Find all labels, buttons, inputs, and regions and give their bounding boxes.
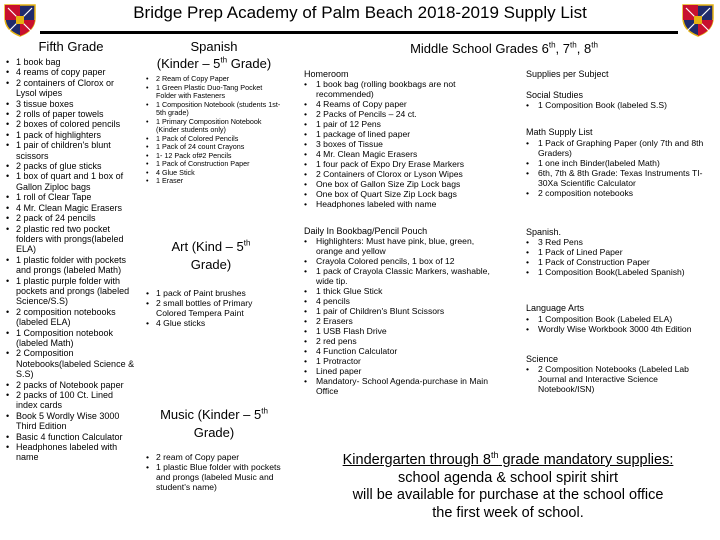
spanish-k5-item: • 1 Pack of Colored Pencils [146, 135, 282, 144]
art-item: • 2 small bottles of Primary Colored Tempera Paint [146, 298, 276, 318]
art-heading [146, 238, 276, 274]
daily-item: • Mandatory- School Agenda-purchase in Main Office [304, 376, 500, 396]
science-label: Science [526, 353, 559, 364]
art-heading-line1: Art (Kind – 5 [171, 239, 244, 254]
homeroom-section [304, 69, 504, 209]
fifth-grade-item: • 2 packs of Notebook paper [6, 380, 136, 390]
homeroom-item: • One box of Quart Size Zip Lock bags [304, 189, 504, 199]
homeroom-item: • 3 boxes of Tissue [304, 139, 504, 149]
fifth-grade-item: • 1 book bag [6, 57, 136, 67]
fifth-grade-item: • 1 box of quart and 1 box of Gallon Ziploc bags [6, 171, 136, 192]
music-heading-sup: th [261, 406, 268, 416]
music-heading-line1: Music (Kinder – 5 [160, 407, 262, 422]
middle-school-heading [290, 41, 718, 56]
daily-item: • 1 thick Glue Stick [304, 286, 500, 296]
language-arts-label: Language Arts [526, 303, 585, 313]
art-list [146, 288, 276, 328]
homeroom-item: • 1 four pack of Expo Dry Erase Markers [304, 159, 504, 169]
spanish-k5-item: • 2 Ream of Copy Paper [146, 75, 282, 84]
music-heading [146, 406, 282, 442]
language-arts-item: • 1 Composition Book (Labeled ELA) [526, 314, 714, 324]
daily-item: • Lined paper [304, 366, 500, 376]
middle-heading-sup2: th [570, 40, 577, 50]
fifth-grade-item: • 2 packs of glue sticks [6, 161, 136, 171]
fifth-grade-section [6, 38, 136, 463]
fifth-grade-item: • Book 5 Wordly Wise 3000 Third Edition [6, 411, 136, 432]
fifth-grade-item: • 1 roll of Clear Tape [6, 192, 136, 202]
middle-heading-mid2: , 8 [576, 41, 592, 56]
middle-heading-pre: Middle School Grades 6 [410, 41, 549, 56]
homeroom-item: • Headphones labeled with name [304, 199, 504, 209]
music-item: • 2 ream of Copy paper [146, 452, 282, 462]
daily-section [304, 226, 500, 396]
math-item: • 6th, 7th & 8th Grade: Texas Instruments TI-30Xa Scientific Calculator [526, 168, 714, 188]
daily-item: • 4 Function Calculator [304, 346, 500, 356]
homeroom-item: • 4 Reams of Copy paper [304, 99, 504, 109]
fifth-grade-item: • 1 pack of highlighters [6, 130, 136, 140]
daily-item: • 2 red pens [304, 336, 500, 346]
homeroom-item: • One box of Gallon Size Zip Lock bags [304, 179, 504, 189]
daily-item: • 4 pencils [304, 296, 500, 306]
spanish-heading-line2: (Kinder – 5 [156, 56, 221, 71]
daily-item: • Crayola Colored pencils, 1 box of 12 [304, 256, 500, 266]
homeroom-item: • 1 book bag (rolling bookbags are not recommended) [304, 79, 504, 99]
art-section [146, 238, 276, 328]
fifth-grade-item: • Headphones labeled with name [6, 442, 136, 463]
fifth-grade-item: • 1 plastic folder with pockets and prongs (labeled Math) [6, 255, 136, 276]
art-heading-sup: th [243, 238, 251, 248]
middle-heading-sup3: th [591, 40, 598, 50]
art-item: • 1 pack of Paint brushes [146, 288, 276, 298]
daily-item: • 1 Protractor [304, 356, 500, 366]
mandatory-line1-sup: th [490, 450, 499, 461]
fifth-grade-item: • Basic 4 function Calculator [6, 432, 136, 442]
fifth-grade-heading: Fifth Grade [38, 39, 104, 54]
science-item: • 2 Composition Notebooks (Labeled Lab Journal and Interactive Science Notebook/ISN) [526, 364, 714, 394]
homeroom-label: Homeroom [304, 69, 349, 79]
mandatory-line4: the first week of school. [432, 504, 584, 521]
math-list [526, 138, 714, 198]
math-item: • 2 composition notebooks [526, 188, 714, 198]
language-arts-list [526, 314, 714, 334]
spanish-ms-item: • 3 Red Pens [526, 237, 714, 247]
language-arts-item: • Wordly Wise Workbook 3000 4th Edition [526, 324, 714, 334]
social-studies-list [526, 100, 714, 110]
fifth-grade-item: • 4 Mr. Clean Magic Erasers [6, 203, 136, 213]
fifth-grade-list [6, 57, 136, 463]
middle-heading-sup1: th [548, 40, 556, 50]
title-underline [40, 31, 678, 34]
daily-item: • Highlighters: Must have pink, blue, green, orange and yellow [304, 236, 500, 256]
homeroom-item: • 4 Mr. Clean Magic Erasers [304, 149, 504, 159]
mandatory-line2: school agenda & school spirit shirt [397, 469, 619, 486]
mandatory-line3: will be available for purchase at the school office [352, 487, 664, 503]
spanish-k5-item: • 1 Pack of 24 count Crayons [146, 143, 282, 152]
daily-item: • 1 USB Flash Drive [304, 326, 500, 336]
art-heading-line2: Grade) [190, 257, 232, 272]
homeroom-item: • 2 Packs of Pencils – 24 ct. [304, 109, 504, 119]
music-section [146, 406, 282, 492]
spanish-ms-item: • 1 Pack of Construction Paper [526, 257, 714, 267]
daily-item: • 1 pack of Crayola Classic Markers, washable, wide tip. [304, 266, 500, 286]
fifth-grade-item: • 2 plastic red two pocket folders with prongs(labeled ELA) [6, 224, 136, 255]
school-crest-logo-left [2, 2, 38, 38]
spanish-ms-item: • 1 Pack of Lined Paper [526, 247, 714, 257]
daily-label: Daily In Bookbag/Pencil Pouch [304, 226, 428, 236]
homeroom-list [304, 79, 504, 209]
music-list [146, 452, 282, 492]
math-item: • 1 one inch Binder(labeled Math) [526, 158, 714, 168]
fifth-grade-item: • 2 containers of Clorox or Lysol wipes [6, 78, 136, 99]
spanish-ms-item: • 1 Composition Book(Labeled Spanish) [526, 267, 714, 277]
mandatory-supplies-note [296, 452, 720, 522]
fifth-grade-item: • 2 pack of 24 pencils [6, 213, 136, 223]
art-item: • 4 Glue sticks [146, 318, 276, 328]
social-studies-label: Social Studies [526, 89, 584, 100]
daily-item: • 2 Erasers [304, 316, 500, 326]
spanish-heading-end: Grade) [227, 56, 272, 71]
spanish-k5-heading [146, 38, 282, 72]
spanish-ms-list [526, 237, 714, 277]
music-item: • 1 plastic Blue folder with pockets and prongs (labeled Music and student's name) [146, 462, 282, 492]
spanish-k5-item: • 1 Composition Notebook (students 1st-5th grade) [146, 101, 282, 118]
fifth-grade-item: • 1 plastic purple folder with pockets and prongs (labeled Science/S.S) [6, 276, 136, 307]
music-heading-line2: Grade) [193, 425, 235, 440]
social-studies-item: • 1 Composition Book (labeled S.S) [526, 100, 714, 110]
homeroom-item: • 2 Containers of Clorox or Lyson Wipes [304, 169, 504, 179]
fifth-grade-item: • 1 pair of children's blunt scissors [6, 140, 136, 161]
daily-list [304, 236, 500, 396]
middle-heading-mid1: , 7 [555, 41, 571, 56]
homeroom-item: • 1 package of lined paper [304, 129, 504, 139]
page-title: Bridge Prep Academy of Palm Beach 2018-2019 Supply List [133, 3, 587, 22]
spanish-k5-section [146, 38, 282, 186]
fifth-grade-item: • 2 composition notebooks (labeled ELA) [6, 307, 136, 328]
spanish-ms-label: Spanish. [526, 226, 562, 237]
mandatory-line1-pre: Kindergarten through 8 [342, 452, 491, 468]
supplies-per-subject-section [526, 69, 714, 394]
spanish-k5-item: • 1 Eraser [146, 177, 282, 186]
math-item: • 1 Pack of Graphing Paper (only 7th and 8th Graders) [526, 138, 714, 158]
science-list [526, 364, 714, 394]
mandatory-line1-post: grade mandatory supplies: [498, 452, 674, 468]
fifth-grade-item: • 2 Composition Notebooks(labeled Science & S.S) [6, 348, 136, 379]
spanish-k5-item: • 4 Glue Stick [146, 169, 282, 178]
daily-item: • 1 pair of Children's Blunt Scissors [304, 306, 500, 316]
fifth-grade-item: • 2 packs of 100 Ct. Lined index cards [6, 390, 136, 411]
fifth-grade-item: • 2 rolls of paper towels [6, 109, 136, 119]
spanish-heading-sup: th [220, 55, 228, 65]
supplies-label: Supplies per Subject [526, 69, 609, 79]
spanish-k5-item: • 1 Primary Composition Notebook (Kinder students only) [146, 118, 282, 135]
homeroom-item: • 1 pair of 12 Pens [304, 119, 504, 129]
fifth-grade-item: • 2 boxes of colored pencils [6, 119, 136, 129]
fifth-grade-item: • 3 tissue boxes [6, 99, 136, 109]
spanish-k5-list [146, 75, 282, 186]
math-label: Math Supply List [526, 127, 593, 137]
school-crest-logo-right [680, 2, 716, 38]
spanish-k5-item: • 1 Green Plastic Duo-Tang Pocket Folder with Fasteners [146, 84, 282, 101]
fifth-grade-item: • 4 reams of copy paper [6, 67, 136, 77]
fifth-grade-item: • 1 Composition notebook (labeled Math) [6, 328, 136, 349]
spanish-heading-line1: Spanish [190, 39, 238, 54]
spanish-k5-item: • 1 Pack of Construction Paper [146, 160, 282, 169]
mandatory-line1 [296, 452, 720, 470]
spanish-k5-item: • 1- 12 Pack of#2 Pencils [146, 152, 282, 161]
